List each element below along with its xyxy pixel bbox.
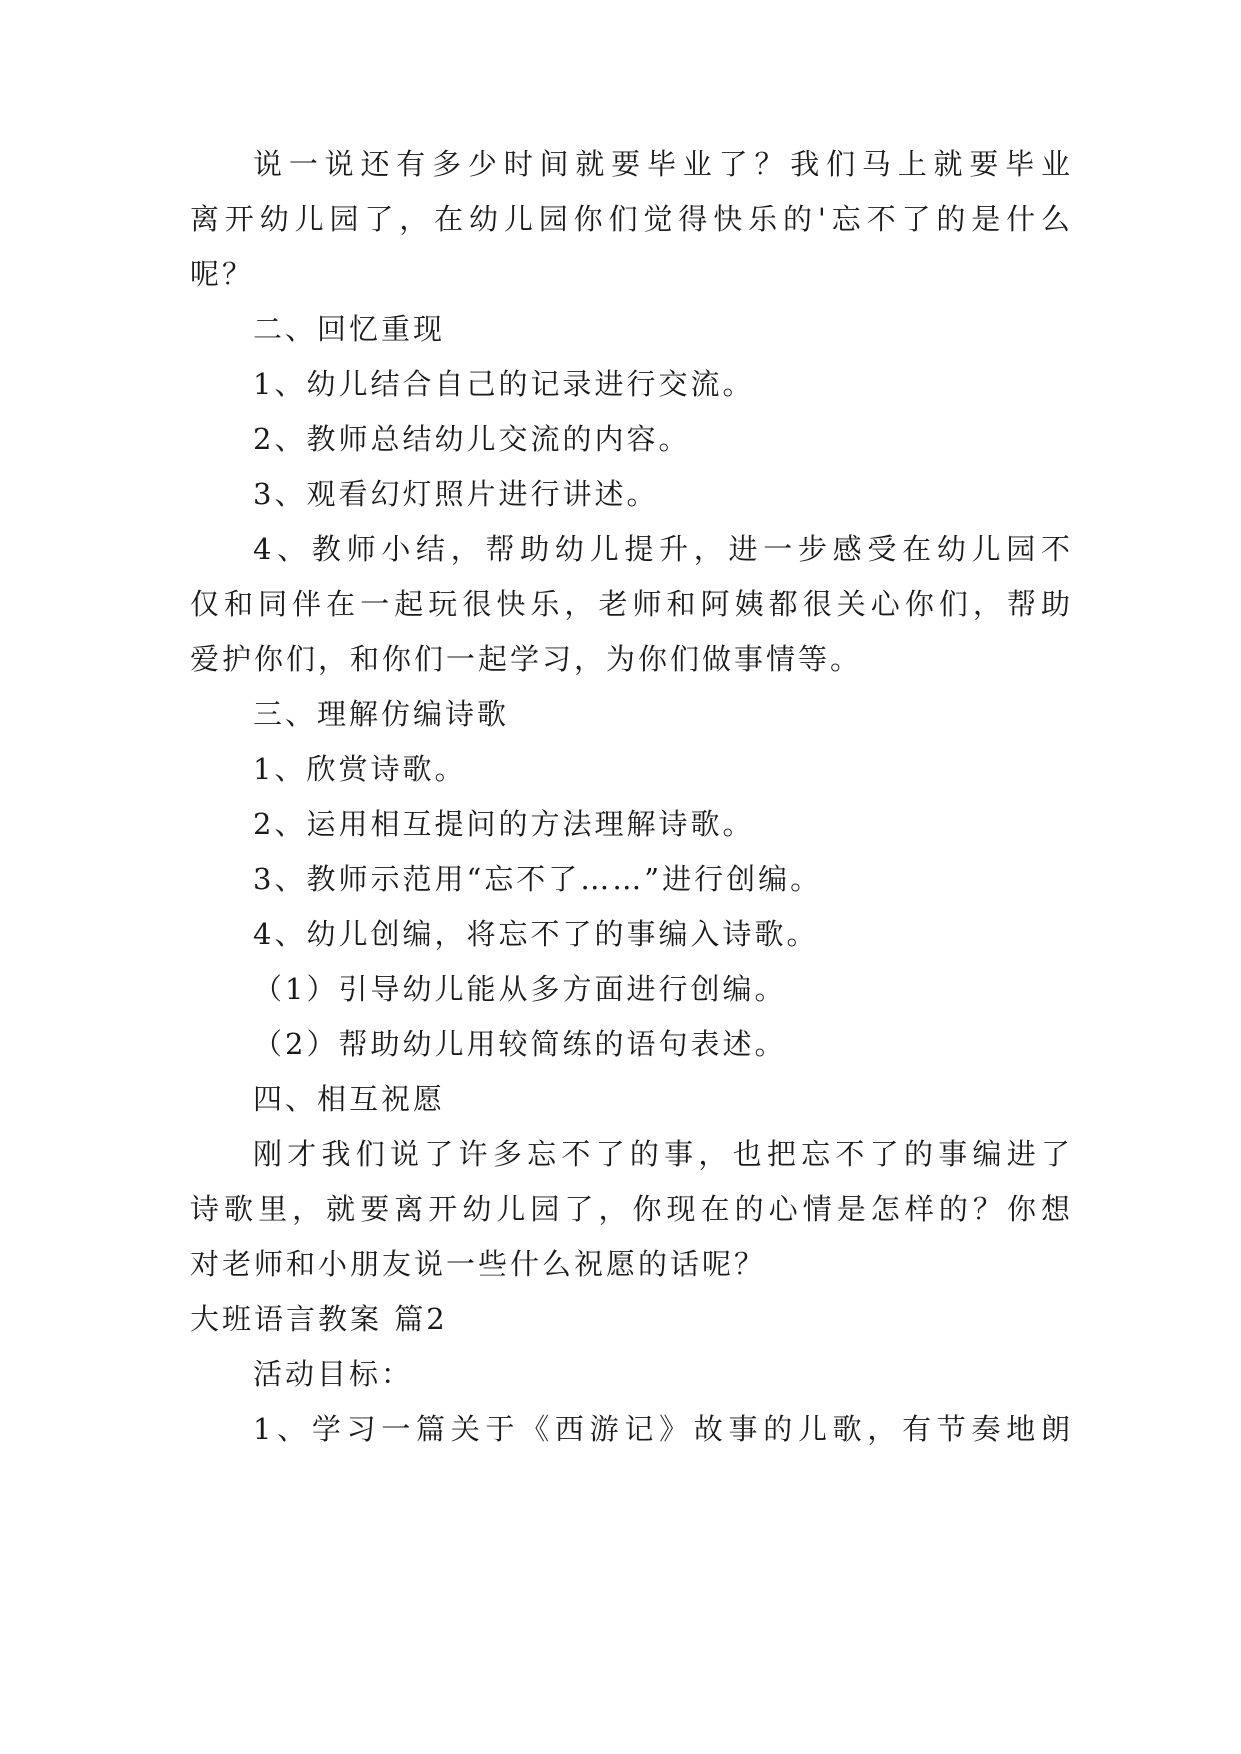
- paragraph-line: 刚才我们说了许多忘不了的事，也把忘不了的事编进了: [253, 1137, 1070, 1171]
- section-heading-3: 三、理解仿编诗歌: [253, 697, 510, 731]
- paragraph-line-2: 离开幼儿园了，在幼儿园你们觉得快乐的'忘不了的是什么: [190, 202, 1070, 236]
- list-item: 3、教师示范用“忘不了……”进行创编。: [253, 862, 823, 896]
- activity-goals-heading: 活动目标：: [253, 1357, 414, 1391]
- list-item: 1、幼儿结合自己的记录进行交流。: [253, 367, 755, 401]
- sub-list-item: （1）引导幼儿能从多方面进行创编。: [253, 972, 787, 1006]
- list-item: 3、观看幻灯照片进行讲述。: [253, 477, 659, 511]
- paragraph-line: 对老师和小朋友说一些什么祝愿的话呢？: [190, 1247, 767, 1281]
- paragraph-line: 4、教师小结，帮助幼儿提升，进一步感受在幼儿园不: [253, 532, 1070, 566]
- paragraph-line-1: 说一说还有多少时间就要毕业了？我们马上就要毕业: [253, 147, 1070, 181]
- paragraph-line: 诗歌里，就要离开幼儿园了，你现在的心情是怎样的？你想: [190, 1192, 1070, 1226]
- sub-list-item: （2）帮助幼儿用较简练的语句表述。: [253, 1027, 787, 1061]
- list-item: 2、教师总结幼儿交流的内容。: [253, 422, 691, 456]
- list-item: 2、运用相互提问的方法理解诗歌。: [253, 807, 755, 841]
- paragraph-line: 爱护你们，和你们一起学习，为你们做事情等。: [190, 642, 863, 676]
- paragraph-line: 仅和同伴在一起玩很快乐，老师和阿姨都很关心你们，帮助: [190, 587, 1070, 621]
- list-item: 1、学习一篇关于《西游记》故事的儿歌，有节奏地朗: [253, 1412, 1070, 1446]
- paragraph-line-3: 呢？: [190, 257, 255, 291]
- list-item: 4、幼儿创编，将忘不了的事编入诗歌。: [253, 917, 819, 951]
- section-heading-4: 四、相互祝愿: [253, 1082, 446, 1116]
- list-item: 1、欣赏诗歌。: [253, 752, 467, 786]
- article-title: 大班语言教案 篇2: [190, 1302, 448, 1336]
- section-heading-2: 二、回忆重现: [253, 312, 446, 346]
